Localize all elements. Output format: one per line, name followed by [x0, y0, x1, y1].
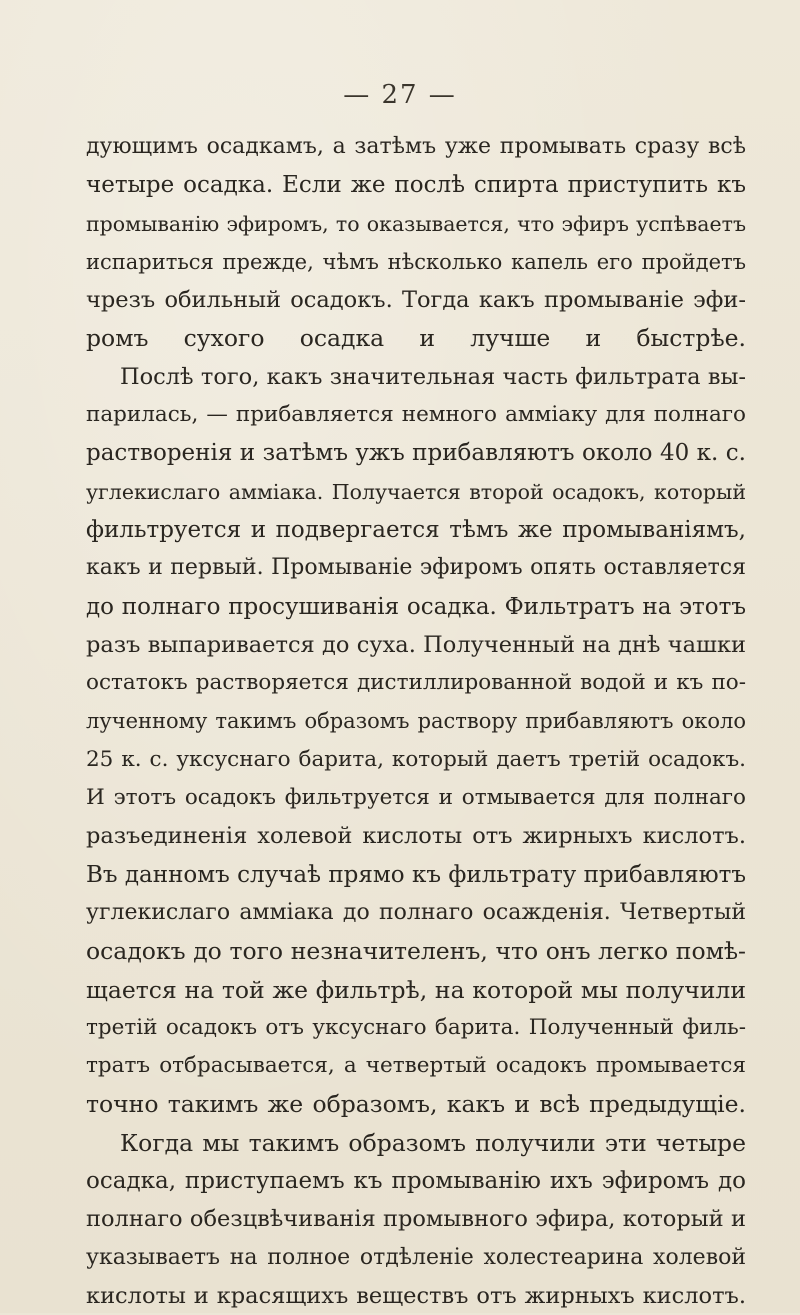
text-line: углекислаго амміака до полнаго осажденія. Четвертый	[86, 899, 746, 925]
text-line: остатокъ растворяется дистиллированной водой и къ по-	[86, 670, 746, 696]
text-line: углекислаго амміака. Получается второй осадокъ, который	[86, 479, 746, 504]
text-line: осадка, приступаемъ къ промыванію ихъ эфиромъ до	[86, 1168, 746, 1195]
text-line: осадокъ до того незначителенъ, что онъ легко помѣ-	[86, 937, 746, 966]
text-line: И этотъ осадокъ фильтруется и отмывается для полнаго	[86, 785, 746, 811]
text-line: промыванію эфиромъ, то оказывается, что эфиръ успѣваетъ	[86, 211, 746, 236]
text-line: 25 к. с. уксуснаго барита, который даетъ третій осадокъ.	[86, 746, 746, 772]
text-line: тратъ отбрасывается, а четвертый осадокъ промывается	[86, 1053, 746, 1079]
page-number: — 27 —	[343, 80, 457, 110]
text-line: Въ данномъ случаѣ прямо къ фильтрату прибавляютъ	[86, 861, 746, 888]
text-line: растворенія и затѣмъ ужъ прибавляютъ около 40 к. с.	[86, 440, 746, 467]
text-line: парилась, — прибавляется немного амміаку для полнаго	[86, 402, 746, 428]
text-line: до полнаго просушиванія осадка. Фильтратъ на этотъ	[86, 593, 746, 620]
text-line: щается на той же фильтрѣ, на которой мы получили	[86, 975, 746, 1004]
text-line: испариться прежде, чѣмъ нѣсколько капель его пройдетъ	[86, 249, 746, 274]
text-line: Послѣ того, какъ значительная часть фильтрата вы-	[120, 363, 746, 390]
text-line: какъ и первый. Промываніе эфиромъ опять оставляется	[86, 555, 746, 581]
text-line: чрезъ обильный осадокъ. Тогда какъ промываніе эфи-	[86, 287, 746, 314]
text-line: разъ выпаривается до суха. Полученный на днѣ чашки	[86, 631, 746, 658]
text-line: указываетъ на полное отдѣленіе холестеарина холевой	[86, 1244, 746, 1270]
text-line: фильтруется и подвергается тѣмъ же промываніямъ,	[86, 516, 746, 543]
text-line: полнаго обезцвѣчиванія промывного эфира, который и	[86, 1206, 746, 1233]
body-text	[86, 128, 746, 1315]
text-line: лученному такимъ образомъ раствору прибавляютъ около	[86, 709, 746, 734]
text-line: кислоты и красящихъ веществъ отъ жирныхъ кислотъ.	[86, 1282, 746, 1309]
text-line: дующимъ осадкамъ, а затѣмъ уже промывать сразу всѣ	[86, 134, 746, 159]
text-line: третій осадокъ отъ уксуснаго барита. Полученный филь-	[86, 1014, 746, 1040]
text-line: точно такимъ же образомъ, какъ и всѣ предыдущіе.	[86, 1090, 746, 1119]
text-line: Когда мы такимъ образомъ получили эти четыре	[120, 1128, 746, 1157]
text-line: ромъ сухого осадка и лучше и быстрѣе.	[86, 324, 746, 353]
text-line: четыре осадка. Если же послѣ спирта приступить къ	[86, 172, 746, 199]
text-line: разъединенія холевой кислоты отъ жирныхъ кислотъ.	[86, 823, 746, 850]
